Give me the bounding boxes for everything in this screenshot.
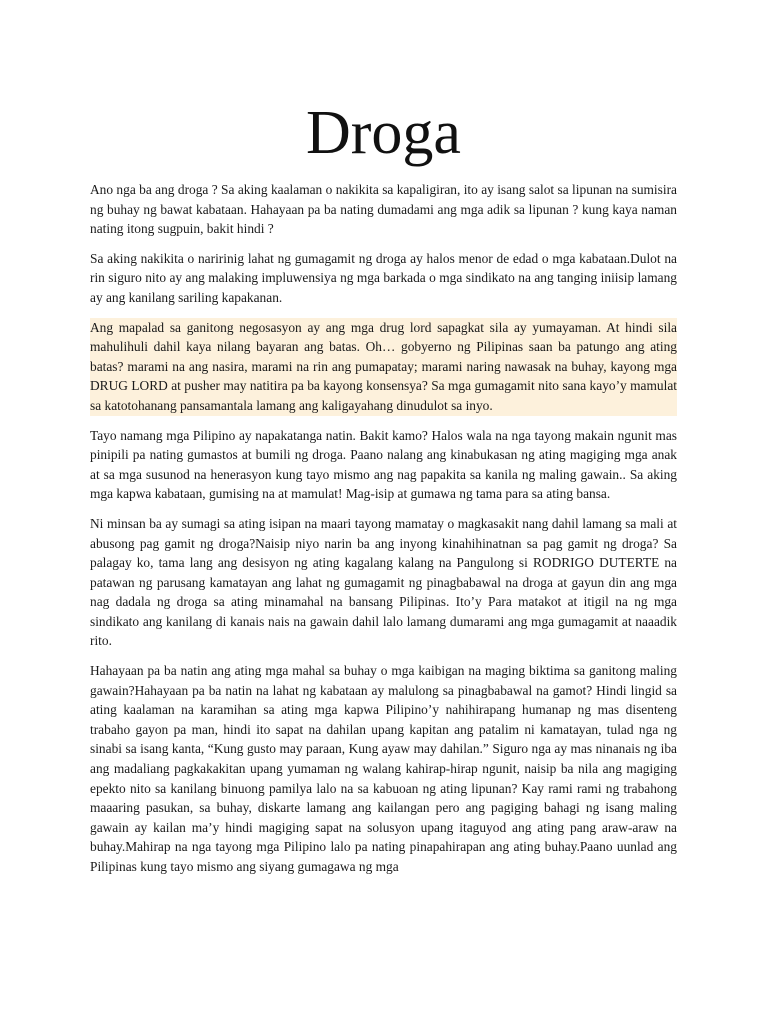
paragraph-3-highlighted: Ang mapalad sa ganitong negosasyon ay ang mga drug lord sapagkat sila ay yumayaman. At hindi sila mahulihuli dahil kaya nilang bayaran ang batas. Oh… gobyerno ng Pilipinas saan ba patungo ang ating batas? marami na ang nasira, marami na rin ang pumapatay; marami naring nawasak na buhay, kayong mga DRUG LORD at pusher may natitira pa ba kayong konsensya? Sa mga gumagamit nito sana kayo’y mamulat sa katotohanang pansamantala lamang ang kaligayahang dinudulot sa inyo. bbox=[90, 318, 677, 416]
document-title: Droga bbox=[306, 99, 461, 167]
paragraph-4: Tayo namang mga Pilipino ay napakatanga natin. Bakit kamo? Halos wala na nga tayong makain ngunit mas pinipili pa nating gumastos at bumili ng droga. Paano nalang ang kinabukasan ng ating magiging mga anak at sa mga susunod na henerasyon kung tayo mismo ang nag papakita sa kanila ng maling gawain.. Sa aking mga kapwa kabataan, gumising na at mamulat! Mag-isip at gumawa ng tama para sa ating bansa. bbox=[90, 427, 677, 502]
document-page bbox=[90, 96, 677, 887]
paragraph-5: Ni minsan ba ay sumagi sa ating isipan na maari tayong mamatay o magkasakit nang dahil lamang sa mali at abusong pag gamit ng droga?Naisip niyo narin ba ang inyong kinahihinatnan sa pag gamit ng droga? Sa palagay ko, tama lang ang desisyon ng ating kagalang kalang na Pangulong si RODRIGO DUTERTE na patawan ng parusang kamatayan ang lahat ng gumagamit ng pinagbabawal na droga at gayun din ang mga nag dadala ng droga sa ating minamahal na bansang Pilipinas. Ito’y Para matakot at itigil na ng mga sindikato ang kanilang di kanais nais na gawain dahil lalo lamang dumarami ang mga gumagamit at naaadik rito. bbox=[90, 515, 677, 649]
paragraph-1: Ano nga ba ang droga ? Sa aking kaalaman o nakikita sa kapaligiran, ito ay isang salot sa lipunan na sumisira ng buhay ng bawat kabataan. Hahayaan pa ba nating dumadami ang mga adik sa lipunan ? kung kaya naman nating itong sugpuin, bakit hindi ? bbox=[90, 182, 677, 237]
paragraph-6: Hahayaan pa ba natin ang ating mga mahal sa buhay o mga kaibigan na maging biktima sa ganitong maling gawain?Hahayaan pa ba natin na lahat ng kabataan ay malulong sa pinagbabawal na gamot? Hindi lingid sa ating kaalaman na karamihan sa ating mga kapwa Pilipino’y nahihirapang humanap ng mas disenteng trabaho gayon pa man, hindi ito sapat na dahilan upang kapitan ang patalim ni kamatayan, tulad nga ng sinabi sa isang kanta, “Kung gusto may paraan, Kung ayaw may dahilan.” Siguro nga ay mas ninanais ng iba ang madaliang pagkakakitan upang yumaman ng walang kahirap-hirap ngunit, naisip ba nila ang magiging epekto nito sa kanilang binuong pamilya lalo na sa kabuoan ng ating lipunan? Kay rami rami ng trabahong maaaring pasukan, sa buhay, diskarte lamang ang kailangan pero ang pagiging bahagi ng isang maling gawain ay kailan ma’y hindi magiging sapat na solusyon upang itaguyod ang ating pang araw-araw na buhay.Mahirap na nga tayong mga Pilipino lalo pa nating pinapahirapan ang ating buhay.Paano uunlad ang Pilipinas kung tayo mismo ang siyang gumagawa ng mga bbox=[90, 663, 677, 874]
paragraph-2: Sa aking nakikita o naririnig lahat ng gumagamit ng droga ay halos menor de edad o mga kabataan.Dulot na rin siguro nito ay ang malaking impluwensiya ng mga barkada o mga sindikato na ang tanging iniisip lamang ay ang kanilang sariling kapakanan. bbox=[90, 250, 677, 305]
